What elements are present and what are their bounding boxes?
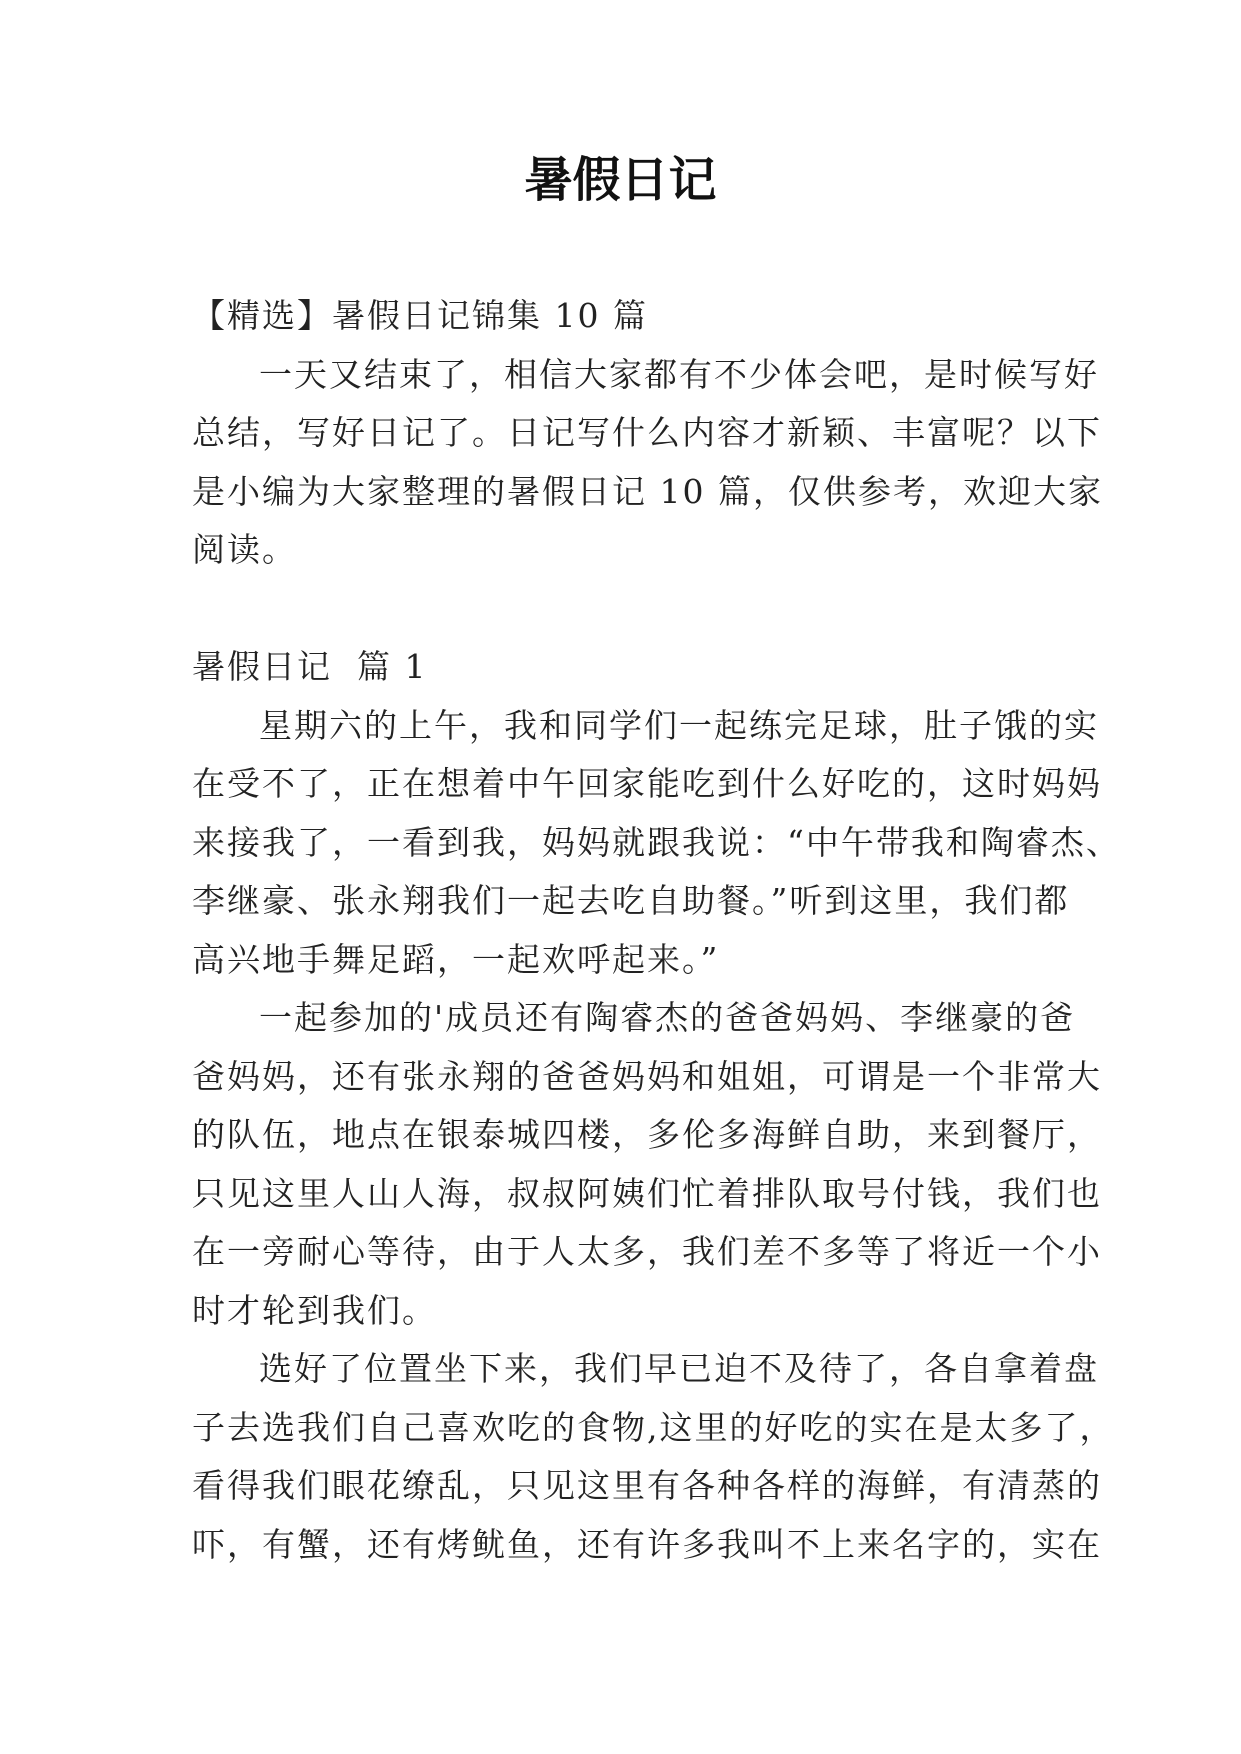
document-subtitle: 【精选】暑假日记锦集 10 篇 (192, 296, 648, 335)
paragraph-line: 高兴地手舞足蹈，一起欢呼起来。” (192, 939, 720, 979)
spacer (192, 580, 1062, 639)
paragraph-line: 一起参加的'成员还有陶睿杰的爸爸妈妈、李继豪的爸 (259, 998, 1076, 1037)
paragraph-line: 只见这里人山人海，叔叔阿姨们忙着排队取号付钱，我们也 (192, 1173, 1102, 1213)
paragraph-line: 李继豪、张永翔我们一起去吃自助餐。”听到这里，我们都 (192, 881, 1070, 920)
paragraph-line: 的队伍，地点在银泰城四楼，多伦多海鲜自助，来到餐厅， (192, 1115, 1102, 1154)
paragraph-line: 看得我们眼花缭乱，只见这里有各种各样的海鲜，有清蒸的 (192, 1466, 1102, 1505)
intro-line: 一天又结束了，相信大家都有不少体会吧，是时候写好 (259, 354, 1099, 394)
paragraph-line: 来接我了，一看到我，妈妈就跟我说：“中午带我和陶睿杰、 (192, 822, 1121, 862)
document-body (192, 287, 1121, 1574)
intro-line: 是小编为大家整理的暑假日记 10 篇，仅供参考，欢迎大家 (192, 471, 1103, 511)
paragraph-line: 子去选我们自己喜欢吃的食物,这里的好吃的实在是太多了， (192, 1407, 1115, 1447)
paragraph-line: 在受不了，正在想着中午回家能吃到什么好吃的，这时妈妈 (192, 764, 1102, 803)
document-title: 暑假日记 (524, 152, 717, 208)
intro-line: 阅读。 (192, 530, 297, 569)
paragraph-line: 星期六的上午，我和同学们一起练完足球，肚子饿的实 (259, 705, 1099, 745)
paragraph-line: 爸妈妈，还有张永翔的爸爸妈妈和姐姐，可谓是一个非常大 (192, 1056, 1102, 1096)
paragraph-line: 时才轮到我们。 (192, 1290, 437, 1330)
paragraph-line: 吓，有蟹，还有烤鱿鱼，还有许多我叫不上来名字的，实在 (192, 1524, 1102, 1564)
paragraph-line: 选好了位置坐下来，我们早已迫不及待了，各自拿着盘 (259, 1349, 1099, 1388)
intro-line: 总结，写好日记了。日记写什么内容才新颖、丰富呢？以下 (192, 413, 1102, 452)
paragraph-line: 在一旁耐心等待，由于人太多，我们差不多等了将近一个小 (192, 1232, 1102, 1271)
section-heading: 暑假日记 篇 1 (192, 647, 428, 686)
